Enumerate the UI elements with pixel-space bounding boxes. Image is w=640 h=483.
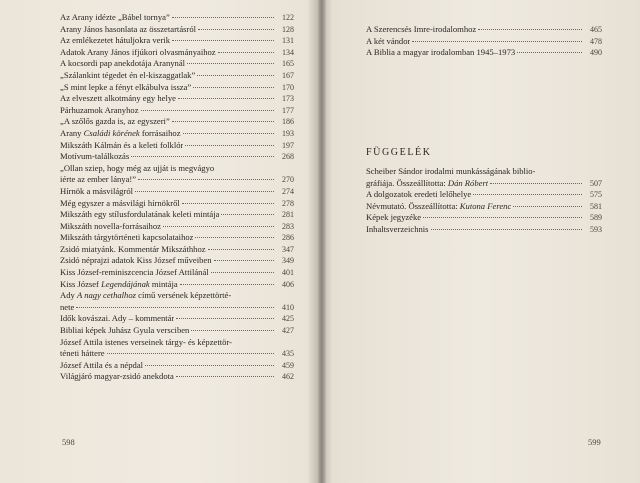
- toc-entry: [366, 212, 602, 224]
- toc-entry-title: Motívum-találkozás: [60, 151, 130, 162]
- toc-entry-title: Arany Családi körének forrásaihoz: [60, 127, 181, 138]
- toc-entry-title: Hírnök a másvilágról: [60, 185, 134, 196]
- toc-entry: [60, 313, 294, 325]
- toc-entry-title: Zsidó miatyánk. Kommentár Mikszáthhoz: [60, 243, 206, 254]
- toc-entry-page: 197: [282, 140, 294, 150]
- toc-entry-title: Párhuzamok Aranyhoz: [60, 104, 139, 115]
- toc-entry-page: 131: [282, 36, 294, 46]
- dot-leader: [490, 183, 582, 184]
- toc-entry-title: „Ollan sziep, hogy még az ujját is megvágyo: [60, 162, 215, 173]
- dot-leader: [163, 226, 274, 227]
- toc-entry: [60, 186, 294, 198]
- toc-entry-title: téneti háttere: [60, 348, 105, 359]
- dot-leader: [76, 307, 274, 308]
- toc-entry-page: 186: [282, 117, 294, 127]
- toc-entry: [366, 224, 602, 236]
- toc-entry-page: 425: [282, 314, 294, 324]
- toc-entry-title: A két vándor: [366, 35, 411, 46]
- toc-entry-page: 490: [590, 48, 602, 58]
- toc-entry-title: Scheiber Sándor irodalmi munkásságának biblio-: [366, 166, 536, 176]
- toc-entry-page: 575: [590, 190, 602, 200]
- toc-entry: [60, 174, 294, 186]
- toc-entry-title: Mikszáth Kálmán és a keleti folklór: [60, 139, 184, 150]
- dot-leader: [513, 206, 582, 207]
- dot-leader: [197, 75, 274, 76]
- dot-leader: [138, 179, 274, 180]
- dot-leader: [107, 353, 274, 354]
- toc-entry-title: Ady A nagy cethalhoz című versének képzettörté-: [60, 290, 232, 301]
- dot-leader: [423, 217, 582, 218]
- toc-entry-page: 435: [282, 349, 294, 359]
- toc-entry-page: 347: [282, 244, 294, 254]
- dot-leader: [180, 284, 274, 285]
- toc-entry: [60, 221, 294, 233]
- dot-leader: [172, 121, 274, 122]
- toc-entry: [60, 325, 294, 337]
- toc-entry-page: 465: [590, 25, 602, 34]
- book-gutter: [318, 0, 326, 483]
- dot-leader: [211, 272, 274, 273]
- right-page: [326, 0, 640, 483]
- toc-entry-title: Még egyszer a másvilági hírnökről: [60, 197, 180, 208]
- toc-entry-page: 173: [282, 94, 294, 104]
- toc-entry: [60, 279, 294, 291]
- toc-entry-title: Az emlékezetet hátuljokra verik: [60, 35, 170, 46]
- toc-entry-title: gráfiája. Összeállította: Dán Róbert: [366, 177, 489, 188]
- toc-entry-title: Képek jegyzéke: [366, 212, 422, 223]
- dot-leader: [178, 98, 274, 99]
- toc-entry-page: 581: [590, 201, 602, 211]
- toc-entry-title: Az elveszett alkotmány egy helye: [60, 93, 176, 104]
- dot-leader: [221, 214, 274, 215]
- toc-entry-page: 427: [282, 326, 294, 336]
- toc-entry: [60, 47, 294, 59]
- toc-entry: [60, 35, 294, 47]
- toc-entry: [60, 163, 294, 175]
- dot-leader: [412, 41, 582, 42]
- toc-entry-title: A kocsordi pap anekdotája Aranynál: [60, 58, 186, 69]
- dot-leader: [176, 318, 274, 319]
- dot-leader: [208, 249, 274, 250]
- toc-entry-title: Kiss József Legendájának mintája: [60, 278, 178, 289]
- toc-entry-title: Inhaltsverzeichnis: [366, 223, 429, 234]
- toc-entry: [60, 302, 294, 314]
- toc-entry-title: nete: [60, 301, 75, 312]
- toc-entry-page: 589: [590, 213, 602, 223]
- toc-entry: [60, 267, 294, 279]
- toc-entry: [366, 189, 602, 201]
- toc-entry: [60, 70, 294, 82]
- toc-entry: [60, 24, 294, 36]
- toc-entry: [60, 128, 294, 140]
- toc-entry-title: Idők kovászai. Ady – kommentár: [60, 313, 175, 324]
- toc-entry: [366, 36, 602, 48]
- toc-entry-title: Kiss József-reminiszcencia József Attilánál: [60, 267, 209, 278]
- toc-entry: [60, 348, 294, 360]
- dot-leader: [195, 237, 274, 238]
- toc-entry: [60, 12, 294, 24]
- dot-leader: [182, 203, 274, 204]
- toc-entry: [60, 255, 294, 267]
- toc-entry-page: 507: [590, 178, 602, 188]
- toc-entry: [60, 93, 294, 105]
- toc-entry-page: 401: [282, 268, 294, 278]
- toc-entry-page: 122: [282, 13, 294, 22]
- toc-entry-title: iérte az ember lánya!”: [60, 174, 137, 185]
- dot-leader: [172, 17, 274, 18]
- toc-entry: [60, 116, 294, 128]
- toc-entry: [60, 151, 294, 163]
- dot-leader: [191, 330, 274, 331]
- toc-entry-page: 462: [282, 372, 294, 382]
- toc-entry: [60, 198, 294, 210]
- appendix-toc-list: [366, 166, 602, 236]
- toc-entry-page: 268: [282, 152, 294, 162]
- dot-leader: [431, 229, 582, 230]
- dot-leader: [185, 145, 274, 146]
- dot-leader: [141, 110, 274, 111]
- toc-entry-title: A Biblia a magyar irodalomban 1945–1973: [366, 47, 516, 58]
- toc-entry: [60, 58, 294, 70]
- dot-leader: [187, 63, 274, 64]
- dot-leader: [183, 133, 274, 134]
- toc-entry-page: 167: [282, 70, 294, 80]
- toc-entry: [366, 24, 602, 36]
- toc-entry-page: 478: [590, 36, 602, 46]
- toc-entry-page: 349: [282, 256, 294, 266]
- toc-entry-title: „Szálankint tégedet én el-kiszaggatlak”: [60, 69, 196, 80]
- dot-leader: [198, 29, 274, 30]
- toc-entry: [60, 337, 294, 349]
- dot-leader: [218, 52, 274, 53]
- left-toc-list: [60, 12, 294, 383]
- toc-entry: [366, 201, 602, 213]
- dot-leader: [145, 365, 274, 366]
- toc-entry: [366, 178, 602, 190]
- toc-entry: [60, 232, 294, 244]
- page-number-left: 598: [62, 437, 75, 447]
- toc-entry-title: Névmutató. Összeállította: Kutona Ferenc: [366, 200, 512, 211]
- toc-entry-page: 177: [282, 105, 294, 115]
- toc-entry-page: 170: [282, 82, 294, 92]
- toc-entry-title: Arany János hasonlata az összetartásról: [60, 23, 197, 34]
- toc-entry-title: József Attila istenes verseinek tárgy- és képzettör-: [60, 336, 232, 347]
- toc-entry-page: 283: [282, 221, 294, 231]
- dot-leader: [214, 260, 274, 261]
- dot-leader: [135, 191, 274, 192]
- toc-entry-page: 274: [282, 186, 294, 196]
- toc-entry-title: Bibliai képek Juhász Gyula versciben: [60, 325, 190, 336]
- dot-leader: [473, 194, 582, 195]
- toc-entry-page: 134: [282, 47, 294, 57]
- toc-entry: [60, 371, 294, 383]
- toc-entry-title: „A szőlős gazda is, az egyszeri”: [60, 116, 170, 127]
- toc-entry-title: „S mint lepke a fényt elkábulva issza”: [60, 81, 192, 92]
- appendix-heading: FÜGGELÉK: [366, 147, 432, 158]
- toc-entry-page: 278: [282, 198, 294, 208]
- dot-leader: [131, 156, 274, 157]
- dot-leader: [478, 29, 582, 30]
- toc-entry-title: A Szerencsés Imre-irodalomhoz: [366, 24, 477, 34]
- toc-entry-title: Mikszáth novella-forrásaihoz: [60, 220, 161, 231]
- toc-entry: [366, 166, 602, 178]
- dot-leader: [193, 87, 274, 88]
- toc-entry-title: Mikszáth tárgytörténeti kapcsolataihoz: [60, 232, 194, 243]
- toc-entry: [60, 290, 294, 302]
- toc-entry-page: 459: [282, 360, 294, 370]
- toc-entry-title: Az Arany idézte „Bábel tornya”: [60, 12, 170, 22]
- toc-entry-title: Világjáró magyar-zsidó anekdota: [60, 371, 174, 382]
- toc-entry: [366, 47, 602, 59]
- toc-entry-page: 406: [282, 279, 294, 289]
- toc-entry-page: 593: [590, 224, 602, 234]
- page-number-right: 599: [588, 437, 601, 447]
- toc-entry-title: Adatok Arany János ifjúkori olvasmányaihoz: [60, 46, 216, 57]
- right-toc-list: [366, 24, 602, 59]
- toc-entry: [60, 140, 294, 152]
- toc-entry-page: 281: [282, 210, 294, 220]
- toc-entry-page: 286: [282, 233, 294, 243]
- toc-entry: [60, 360, 294, 372]
- toc-entry: [60, 209, 294, 221]
- toc-entry: [60, 244, 294, 256]
- toc-entry: [60, 82, 294, 94]
- toc-entry-title: Mikszáth egy stílusfordulatának keleti mintája: [60, 209, 220, 220]
- toc-entry: [60, 105, 294, 117]
- toc-entry-title: A dolgozatok eredeti lelőhelye: [366, 189, 472, 200]
- dot-leader: [517, 52, 582, 53]
- toc-entry-page: 410: [282, 302, 294, 312]
- left-page: [0, 0, 318, 483]
- toc-entry-page: 193: [282, 128, 294, 138]
- dot-leader: [176, 376, 274, 377]
- dot-leader: [172, 40, 274, 41]
- toc-entry-title: Zsidó néprajzi adatok Kiss József műveiben: [60, 255, 212, 266]
- toc-entry-page: 128: [282, 24, 294, 34]
- toc-entry-page: 270: [282, 175, 294, 185]
- toc-entry-page: 165: [282, 59, 294, 69]
- toc-entry-title: József Attila és a népdal: [60, 359, 144, 370]
